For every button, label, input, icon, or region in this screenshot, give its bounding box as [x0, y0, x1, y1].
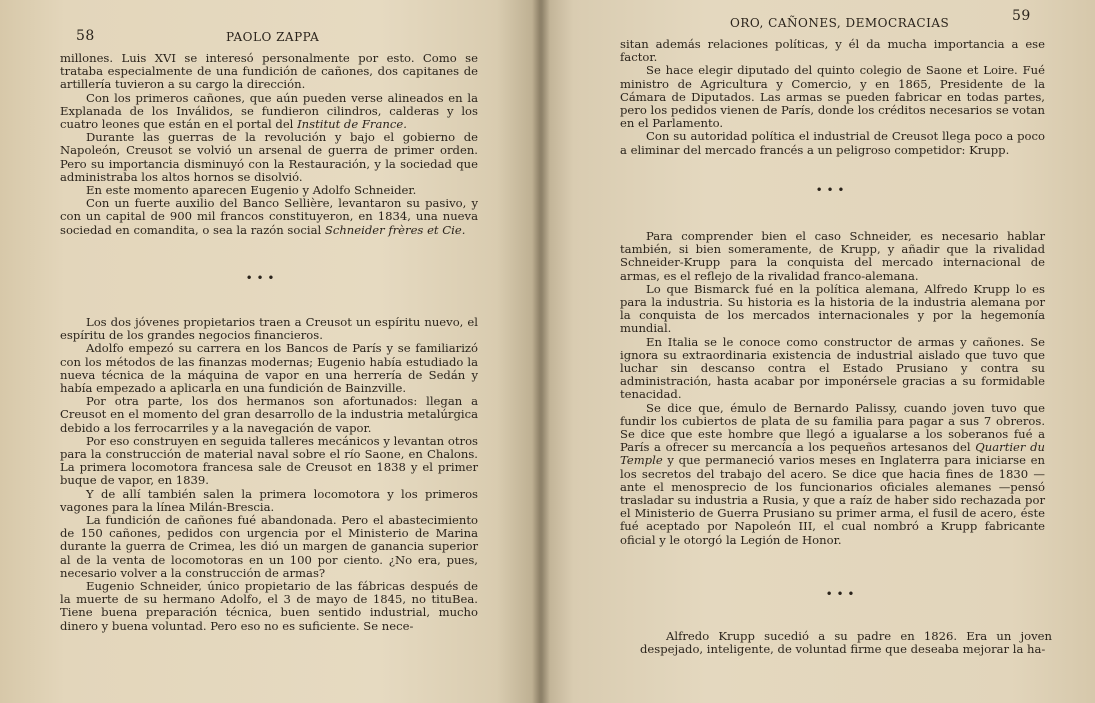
paragraph: Por eso construyen en seguida talleres mecánicos y levantan otros para la construcción de material naval sobre el río Saone, en Chalons. La primera locomotora francesa sale de Creusot en 1838 y el primer buque de vapor, en 1839. [60, 433, 478, 488]
paragraph: En Italia se le conoce como constructor de armas y cañones. Se ignora su extraordinaria existencia de industrial aislado que tuvo que luchar sin descanso contra el Estado Prusiano y contra su administración, hasta acabar por imponérsele gracias a su formidable tenacidad. [620, 334, 1045, 402]
left-text-block-2 [60, 316, 478, 633]
paragraph: Y de allí también salen la primera locomotora y los primeros vagones para la línea Milán-Brescia. [60, 486, 478, 514]
running-head-right: ORO, CAÑONES, DEMOCRACIAS [730, 16, 950, 30]
paragraph: millones. Luis XVI se interesó personalmente por esto. Como se trataba especialmente de una fundición de cañones, dos capitanes de artillería tuvieron a su cargo la dirección. [60, 51, 478, 92]
paragraph: Lo que Bismarck fué en la política alemana, Alfredo Krupp lo es para la industria. Su historia es la historia de la industria alemana por la conquista de los mercados internacionales y por la hegemonía mundial. [620, 281, 1045, 336]
paragraph: Los dos jóvenes propietarios traen a Creusot un espíritu nuevo, el espíritu de los grandes negocios financieros. [60, 315, 478, 343]
section-ornament: • • • [825, 587, 855, 601]
book-gutter [532, 0, 550, 703]
paragraph: Alfredo Krupp sucedió a su padre en 1826. Era un joven despejado, inteligente, de voluntad firme que deseaba mejorar la ha- [640, 629, 1052, 657]
paragraph: Con los primeros cañones, que aún pueden verse alineados en la Explanada de los Inválidos, se fundieron cilindros, calderas y los cuatro leones que están en el portal del Institut de France. [60, 90, 478, 132]
right-text-block-3 [640, 630, 1052, 656]
right-page [540, 0, 1095, 703]
right-text-block-1 [620, 38, 1045, 157]
paragraph: Con su autoridad política el industrial de Creusot llega poco a poco a eliminar del mercado francés a un peligroso competidor: Krupp. [620, 129, 1045, 157]
page-number-left: 58 [76, 28, 95, 44]
paragraph: Para comprender bien el caso Schneider, es necesario hablar también, si bien someramente, de Krupp, y añadir que la rivalidad Schneider-Krupp para la conquista del mercado internacional de armas, es el reflejo de la rivalidad franco-alemana. [620, 229, 1045, 283]
section-ornament: • • • [815, 183, 845, 197]
left-page [0, 0, 540, 703]
paragraph: Eugenio Schneider, único propietario de las fábricas después de la muerte de su hermano Adolfo, el 3 de mayo de 1845, no tituBea. Tiene buena preparación técnica, buen sentido industrial, mucho dinero y buena voluntad. Pero eso no es suficiente. Se nece- [60, 579, 478, 633]
paragraph: Se hace elegir diputado del quinto colegio de Saone et Loire. Fué ministro de Agricultura y Comercio, y en 1865, Presidente de la Cámara de Diputados. Las armas se pueden fabricar en todas partes, pero los pedidos vienen de París, donde los créditos necesarios se votan en el Parlamento. [620, 63, 1045, 131]
page-number-right: 59 [1012, 8, 1031, 24]
paragraph: Durante las guerras de la revolución y bajo el gobierno de Napoleón, Creusot se volvió un arsenal de guerra de primer orden. Pero su importancia disminuyó con la Restauración, y la sociedad que administraba los altos hornos se disolvió. [60, 130, 478, 184]
running-head-left: PAOLO ZAPPA [226, 30, 320, 44]
paragraph: Se dice que, émulo de Bernardo Palissy, cuando joven tuvo que fundir los cubiertos de plata de su familia para pagar a sus 7 obreros. Se dice que este hombre que llegó a igualarse a los soberanos fué a París a ofrecer su mercancía a los pequeños artesanos del Quartier du Temple y que permaneció varios meses en Inglaterra para iniciarse en los secretos del trabajo del acero. Se dice que hacia fines de 1830 —ante el menosprecio de los funcionarios oficiales alemanes —pensó trasladar su industria a Rusia, y que a raíz de haber sido rechazada por el Ministerio de Guerra Prusiano su primer arma, el fusil de acero, éste fué aceptado por Napoleón III, el cual nombró a Krupp fabricante oficial y le otorgó la Legión de Honor. [620, 400, 1045, 547]
paragraph: Adolfo empezó su carrera en los Bancos de París y se familiarizó con los métodos de las finanzas modernas; Eugenio había estudiado la nueva técnica de la máquina de vapor en una herrería de Sedán y había empezado a aplicarla en una fundición de Bainzville. [60, 341, 478, 396]
paragraph: La fundición de cañones fué abandonada. Pero el abastecimiento de 150 cañones, pedidos con urgencia por el Ministerio de Marina durante la guerra de Crimea, les dió un margen de ganancia superior al de la venta de locomotoras en un 100 por ciento. ¿No era, pues, necesario volver a la construcción de armas? [60, 513, 478, 580]
right-text-block-2 [620, 230, 1045, 547]
paragraph: sitan además relaciones políticas, y él da mucha importancia a ese factor. [620, 37, 1045, 65]
paragraph: En este momento aparecen Eugenio y Adolfo Schneider. [86, 183, 417, 198]
section-ornament: • • • [245, 271, 275, 285]
paragraph: Por otra parte, los dos hermanos son afortunados: llegan a Creusot en el momento del gran desarrollo de la industria metalúrgica debido a los ferrocarriles y a la navegación de vapor. [60, 394, 478, 435]
left-text-block-1 [60, 52, 478, 237]
paragraph: Con un fuerte auxilio del Banco Sellière, levantaron su pasivo, y con un capital de 900 mil francos constituyeron, en 1834, una nueva sociedad en comandita, o sea la razón social Schneider frères et Cie. [60, 196, 478, 237]
